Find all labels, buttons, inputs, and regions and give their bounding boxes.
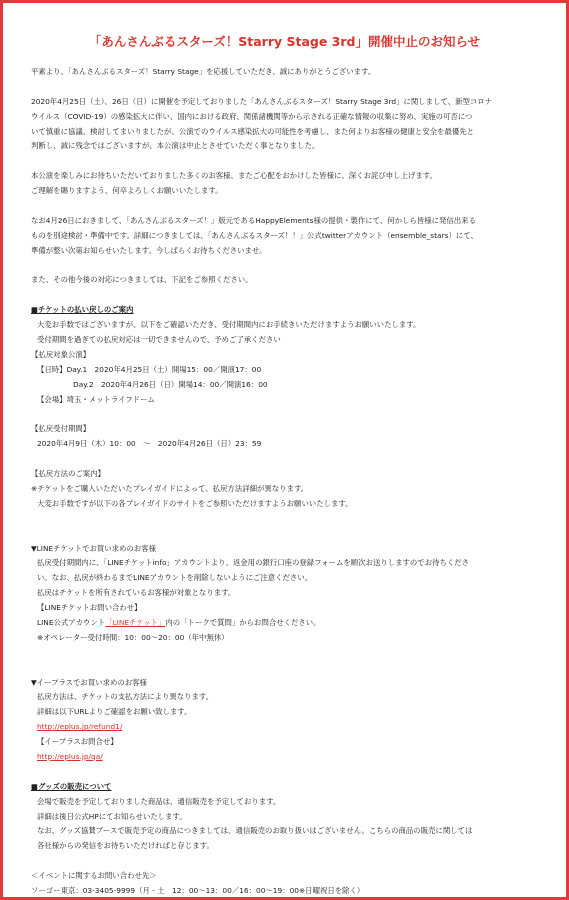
- line-ticket-section: ▼LINEチケットでお買い求めのお客様 払戻受付期間内に、「LINEチケットinfo」アカウントより、返金用の銀行口座の登録フォームを順次お送りしますのでお待ちくださ い。なお、払戻が終わるまでLINEアカウントを削除しないようにご注意ください。 払戻はチケットを所有されているお客様が対象となります。 【LINEチケットお問い合わせ】 LINE公式アカウント「LINEチケット」内の「トークで質問」からお問合せください。 ※オペレーター受付時間：10：00～20：00（年中無休）: [31, 542, 551, 646]
- refund-method-label: 【払戻方法のご案内】: [31, 469, 105, 479]
- goods-heading: ■グッズの販売について: [31, 781, 112, 791]
- contact-heading: ＜イベントに関するお問い合わせ先＞: [31, 871, 157, 881]
- reference-note: また、その他今後の対応につきましては、下記をご参照ください。: [31, 275, 253, 285]
- refund-section: ■チケットの払い戻しのご案内 大変お手数ではございますが、以下をご確認いただき、受付期間内にお手続きいただけますようお願いいたします。 受付期間を過ぎての払戻対応は一切できませんので、予めご了承ください 【払戻対象公演】 【日時】Day.1 2020年4月25日（土）開場15：00／開演17：00 Day.2 2020年4月26日（日）開場14：00／開演16：00 【会場】埼玉・メットライフドーム 【払戻受付期間】 2020年4月9日（木）10：00 ～ 2020年4月26日（日）23：59 【払戻方法のご案内】 ※チケットをご購入いただいたプレイガイドによって、払戻方法詳細が異なります。 大変お手数ですが以下の各プレイガイドのサイトをご参照いただけますようお願いいたします。: [31, 303, 551, 511]
- notice-body: [31, 65, 551, 899]
- contact-section: [31, 869, 551, 899]
- eplus-contact-label: 【イープラスお問合せ】: [37, 737, 118, 747]
- goods-section: ■グッズの販売について 会場で販売を予定しておりました商品は、通信販売を予定しております。 詳細は後日公式HPにてお知らせいたします。 なお、グッズ協賛ブースで販売予定の商品につきましては、通信販売のお取り扱いはございません。こちらの商品の販売に関しては 各社様からの発信をお待ちいただければと存じます。: [31, 780, 551, 854]
- intro-text: 平素より、「あんさんぶるスターズ！Starry Stage」を応援していただき、誠にありがとうございます。: [31, 67, 376, 76]
- refund-period: 2020年4月9日（木）10：00 ～ 2020年4月26日（日）23：59: [37, 439, 262, 449]
- line-contact-label: 【LINEチケットお問い合わせ】: [37, 603, 142, 613]
- contact-line: ソーゴー東京：03-3405-9999（月 - 土 12：00～13：00／16：00～19：00※日曜祝日を除く）: [31, 885, 365, 895]
- eplus-heading: ▼イープラスでお買い求めのお客様: [31, 677, 147, 687]
- eplus-qa-link[interactable]: http://eplus.jp/qa/: [37, 751, 103, 761]
- refund-venue: 【会場】埼玉・メットライフドーム: [37, 394, 155, 404]
- line-ticket-link[interactable]: 「LINEチケット」: [105, 617, 166, 627]
- apology-paragraph: 本公演を楽しみにお待ちいただいておりました多くのお客様、またご心配をおかけした皆様に、深くお詫び申し上げます。 ご理解を賜りますよう、何卒よろしくお願いいたします。: [31, 171, 437, 196]
- eplus-section: ▼イープラスでお買い求めのお客様 払戻方法は、チケットの支払方法により異なります。 詳細は以下URLよりご確認をお願い致します。 http://eplus.jp/refund1/ 【イープラスお問合せ】 http://eplus.jp/qa/: [31, 676, 551, 765]
- refund-date-label: 【日時】: [37, 364, 67, 374]
- refund-heading: ■チケットの払い戻しのご案内: [31, 305, 134, 315]
- refund-day1: Day.1 2020年4月25日（土）開場15：00／開演17：00: [66, 364, 262, 374]
- refund-target-label: 【払戻対象公演】: [31, 349, 91, 359]
- refund-period-label: 【払戻受付期間】: [31, 424, 91, 434]
- cancel-paragraph: 2020年4月25日（土）、26日（日）に開催を予定しておりました「あんさんぶるスターズ！Starry Stage 3rd」に関しまして、新型コロナ ウイルス（COVID-19）の感染拡大に伴い、国内における政府、関係諸機関等から示される正確な情報の収集に努め、実施の可否につ いて慎重に協議、検討してまいりましたが、公演でのウイルス感染拡大の可能性を考慮し、また何よりお客様の健康と安全を最優先と 判断し、誠に残念ではございますが、本公演は中止とさせていただく事となりました。: [31, 96, 493, 151]
- line-hours: ※オペレーター受付時間：10：00～20：00（年中無休）: [37, 632, 229, 642]
- followup-paragraph: なお4月26日におきまして、「あんさんぶるスターズ！」版元であるHappyElements様の提供・製作にて、何かしら皆様に発信出来る ものを別途検討・準備中です。詳細につきましては、「あんさんぶるスターズ！！」公式twitterアカウント（ensemble_stars）にて、 準備が整い次第お知らせいたします。今しばらくお待ちくださいませ。: [31, 215, 478, 255]
- eplus-refund-link[interactable]: http://eplus.jp/refund1/: [37, 722, 123, 732]
- line-heading: ▼LINEチケットでお買い求めのお客様: [31, 543, 156, 553]
- page-title: 「あんさんぶるスターズ！Starry Stage 3rd」開催中止のお知らせ: [88, 34, 481, 49]
- refund-day2: Day.2 2020年4月26日（日）開場14：00／開演16：00: [73, 379, 268, 389]
